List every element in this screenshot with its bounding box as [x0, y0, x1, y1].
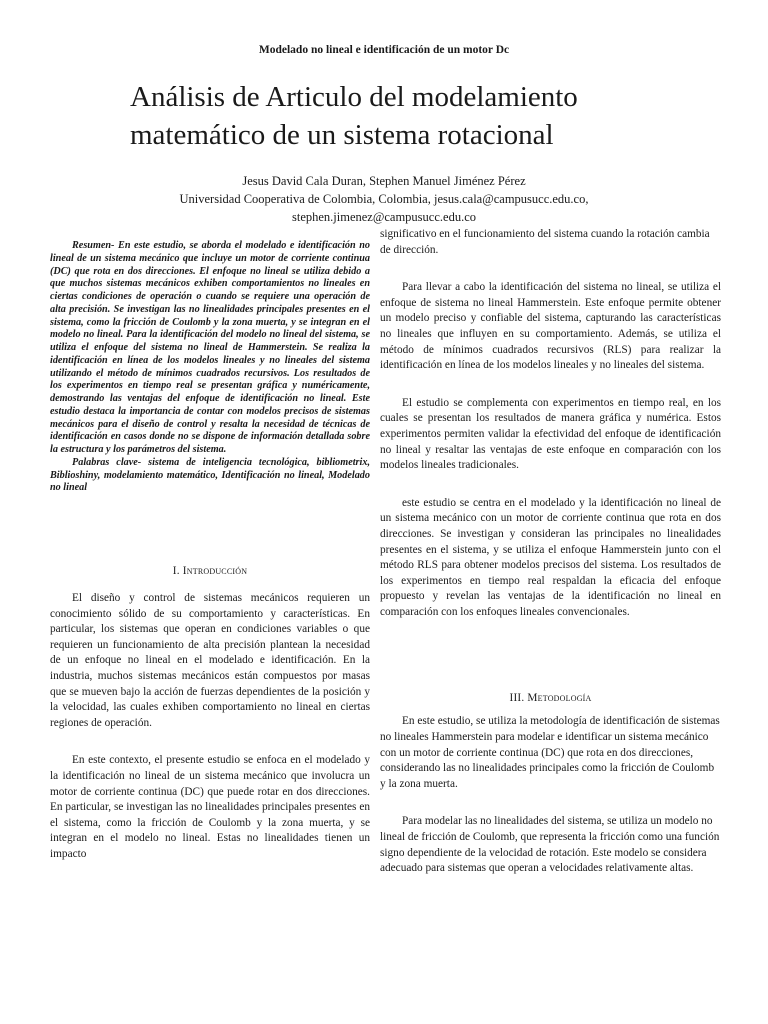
section-heading-methodology: III. Metodología	[509, 692, 592, 705]
author-email: stephen.jimenez@campusucc.edu.co	[291, 210, 476, 224]
running-header: Modelado no lineal e identificación de un motor Dc	[258, 44, 510, 56]
author-block	[0, 172, 768, 226]
continued-paragraph: significativo en el funcionamiento del sistema cuando la rotación cambia de dirección.	[380, 228, 710, 256]
summary-paragraph: este estudio se centra en el modelado y la identificación no lineal de un sistema mecánico con un motor de corriente continua que rota en dos direcciones. Se investigan y consideran las principales no linealidades presentes en el sistema, y se utiliza el enfoque Hammerstein junto con el método RLS para obtener modelos precisos del sistema. Los resultados de los experimentos en tiempo real respaldan la eficacia del enfoque propuesto y revelan las ventajas de la identificación no lineal en comparación con los enfoques lineales convencionales.	[380, 496, 721, 618]
paper-title: Análisis de Articulo del modelamiento matemático de un sistema rotacional	[130, 81, 578, 151]
methodology-paragraph-2: Para modelar las no linealidades del sistema, se utiliza un modelo no lineal de fricción de Coulomb, que representa la fricción como una función signo dependiente de la velocidad de rotación. Este modelo se considera adecuado para sistemas que operan a velocidades relativamente altas.	[380, 815, 720, 875]
abstract-text: Resumen- En este estudio, se aborda el modelado e identificación no lineal de un sistema mecánico que incluye un motor de corriente continua (DC) que rota en dos direcciones. El enfoque no lineal se utiliza debido a que muchos sistemas mecánicos exhiben comportamientos no lineales en ciertas condiciones de operación o cuando se requiere una operación de alta precisión. Se investigan las no linealidades principales presentes en el sistema, como la fricción de Coulomb y la zona muerta, y se integran en el modelo no lineal. Para la identificación del modelo no lineal del sistema, se utiliza el enfoque del sistema no lineal de Hammerstein. Se realiza la identificación en línea de los modelos lineales y no lineales del sistema utilizando el método de mínimos cuadrados recursivos. Los resultados de los experimentos en tiempo real se presentan gráfica y numéricamente, demostrando las ventajas del enfoque de identificación no lineal. Este estudio destaca la importancia de contar con modelos precisos de sistemas mecánicos para el diseño de control y resalta la necesidad de técnicas de identificación en casos donde no se dispone de información detallada sobre la estructura y los parámetros del sistema.	[50, 240, 370, 455]
identification-paragraph: Para llevar a cabo la identificación del sistema no lineal, se utiliza el enfoque de sistema no lineal Hammerstein. Este enfoque permite obtener un modelo preciso y confiable del sistema, capturando las características no lineales que influyen en su comportamiento. Además, se utiliza el método de mínimos cuadrados recursivos (RLS) para realizar la identificación en línea de los modelos lineales y no lineales del sistema.	[380, 281, 721, 372]
author-names: Jesus David Cala Duran, Stephen Manuel Jiménez Pérez	[242, 174, 526, 188]
methodology-paragraph-1: En este estudio, se utiliza la metodología de identificación de sistemas no lineales Hammerstein para modelar e identificar un sistema mecánico con un motor de corriente continua (DC) que rota en dos direcciones, considerando las no linealidades principales como la fricción de Coulomb y la zona muerta.	[380, 715, 720, 790]
keywords-text: Palabras clave- sistema de inteligencia tecnológica, bibliometrix, Biblioshiny, modelamiento matemático, Identificación no lineal, Modelado no lineal	[50, 456, 370, 494]
section-heading-introduction: I. Introducción	[172, 565, 248, 577]
intro-paragraph-2: En este contexto, el presente estudio se enfoca en el modelado y la identificación no lineal de un sistema mecánico que involucra un motor de corriente continua (DC) que puede rotar en dos direcciones. En particular, se investigan las no linealidades principales presentes en el sistema, como la fricción de Coulomb y la zona muerta, y se integran en el modelo no lineal. Estas no linealidades tienen un impacto	[50, 754, 370, 860]
intro-paragraph-1: El diseño y control de sistemas mecánicos requieren un conocimiento sólido de su comportamiento y características. En particular, los sistemas que operan en condiciones variables o que requieren un funcionamiento de alta precisión plantean la necesidad de un enfoque no lineal en el modelado e identificación. En la industria, muchos sistemas mecánicos están compuestos por masas que se mueven bajo la acción de fuerzas dependientes de la posición y la velocidad, las cuales exhiben comportamiento no lineal en ciertas regiones de operación.	[50, 592, 370, 729]
left-column	[50, 240, 370, 863]
experiments-paragraph: El estudio se complementa con experimentos en tiempo real, en los cuales se presentan los resultados de manera gráfica y numérica. Estos experimentos permiten validar la efectividad del enfoque de identificación no lineal y resaltar las ventajas de este enfoque en comparación con los modelos lineales tradicionales.	[380, 396, 721, 472]
right-column	[380, 227, 721, 877]
author-affiliation: Universidad Cooperativa de Colombia, Colombia, jesus.cala@campusucc.edu.co,	[179, 192, 589, 206]
